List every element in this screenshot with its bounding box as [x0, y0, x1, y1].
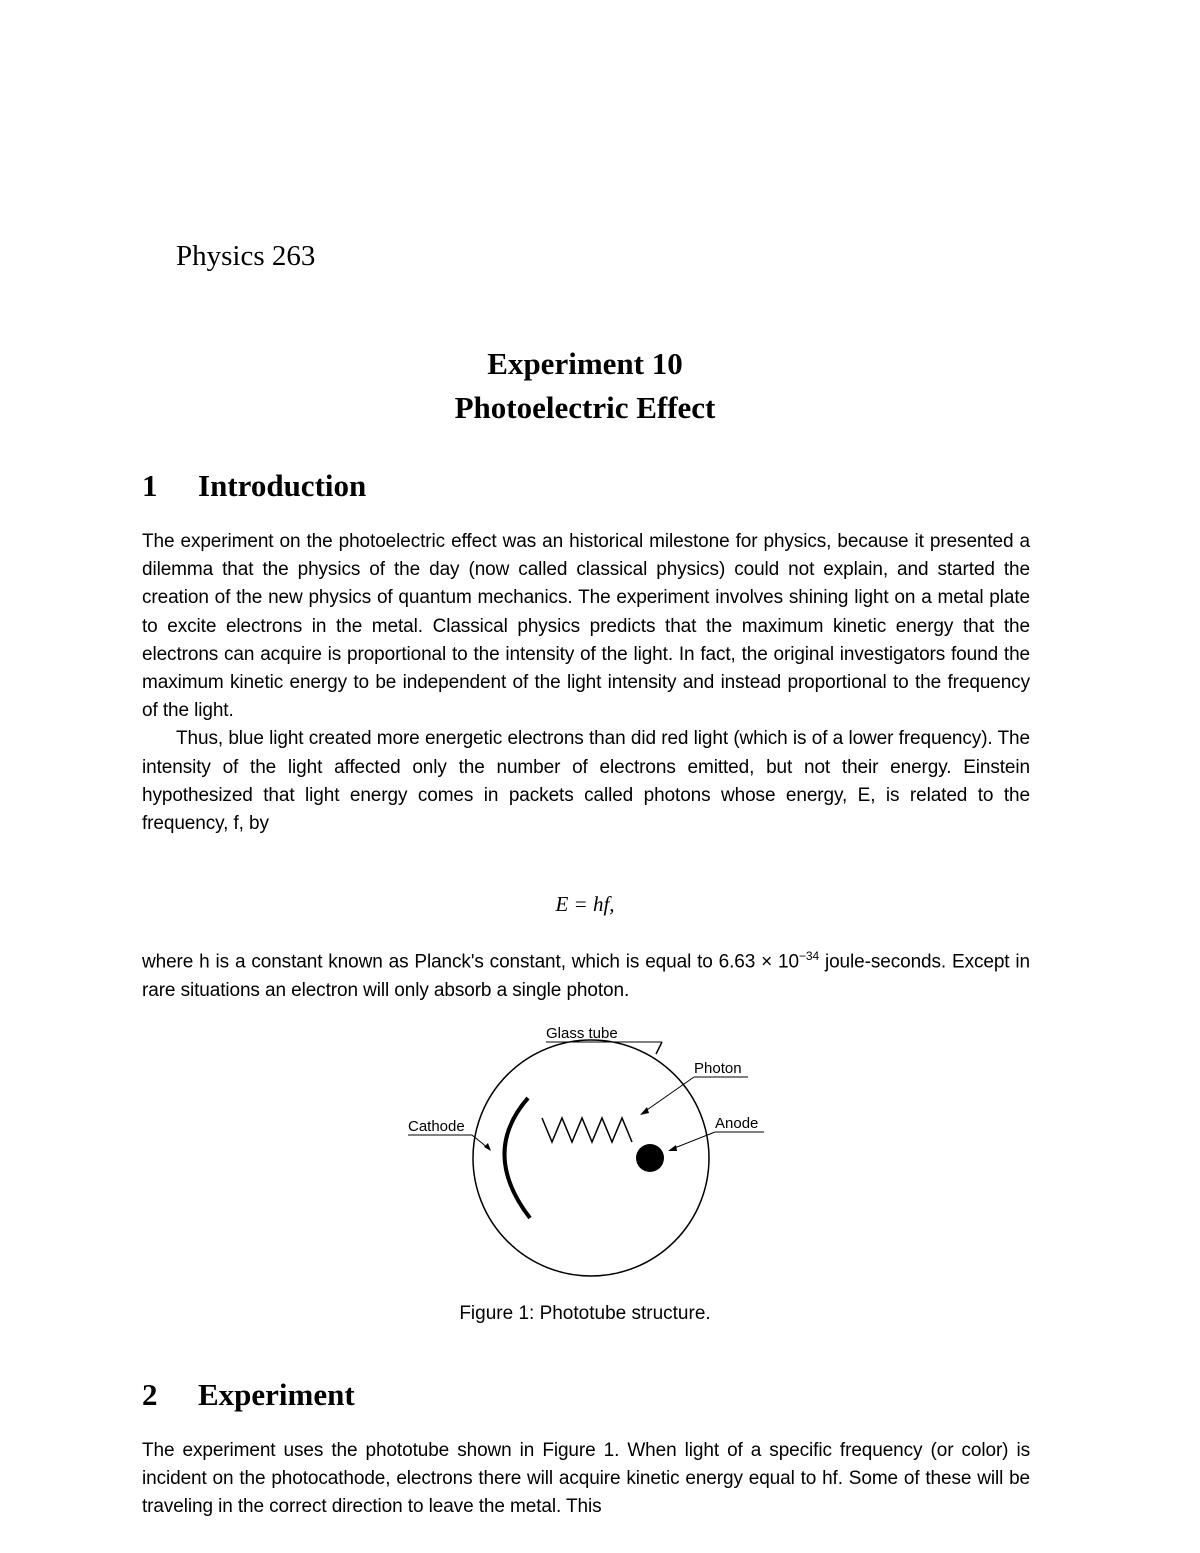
- section-number: 2: [142, 1377, 158, 1412]
- glass-tube-outline: [473, 1040, 709, 1276]
- glass-tube-label: Glass tube: [546, 1025, 618, 1042]
- arrowhead: [668, 1145, 677, 1151]
- cathode-plate: [504, 1098, 530, 1218]
- section-1-body-continued: [142, 942, 1030, 1005]
- exponent: −34: [799, 949, 820, 963]
- section-2-heading: [142, 1377, 355, 1413]
- leader-arrow: [656, 1042, 662, 1054]
- section-title: Introduction: [198, 468, 367, 503]
- arrowhead: [640, 1107, 649, 1115]
- section-1-body: [142, 528, 1030, 838]
- photon-label: Photon: [694, 1060, 742, 1077]
- figure-caption: Figure 1: Phototube structure.: [459, 1303, 711, 1324]
- photon-wave: [542, 1118, 632, 1142]
- anode-label: Anode: [715, 1115, 759, 1132]
- paragraph: The experiment uses the phototube shown in Figure 1. When light of a specific frequency (or color) is incident on the photocathode, electrons there will acquire kinetic energy equal to hf. Some of these will be traveling in the correct direction to leave the metal. This: [142, 1440, 1030, 1518]
- equation: E = hf,: [555, 892, 615, 916]
- phototube-diagram: [400, 1018, 780, 1283]
- paragraph: [142, 942, 1030, 1005]
- section-2-body: [142, 1437, 1030, 1522]
- leader-line: [644, 1077, 694, 1112]
- cathode-label: Cathode: [408, 1118, 465, 1135]
- paragraph: Thus, blue light created more energetic electrons than did red light (which is of a lower frequency). The intensity of the light affected only the number of electrons emitted, but not their energy. Einstein hypothesized that light energy comes in packets called photons whose energy, E, is related to the frequency, f, by: [142, 728, 1030, 835]
- experiment-number: Experiment 10: [487, 346, 683, 381]
- section-1-heading: [142, 468, 366, 504]
- section-title: Experiment: [198, 1377, 355, 1412]
- course-name: Physics 263: [176, 240, 316, 272]
- paragraph-text: joule-seconds. Except in rare situations an electron will only absorb a single photon.: [142, 951, 1030, 1001]
- arrowhead: [484, 1143, 491, 1151]
- experiment-title: Photoelectric Effect: [454, 390, 716, 425]
- anode-electrode: [636, 1144, 664, 1172]
- section-number: 1: [142, 468, 158, 503]
- paragraph-text: where h is a constant known as Planck's constant, which is equal to 6.63 × 10: [142, 951, 799, 973]
- paragraph: The experiment on the photoelectric effect was an historical milestone for physics, because it presented a dilemma that the physics of the day (now called classical physics) could not explain, and started the creation of the new physics of quantum mechanics. The experiment involves shining light on a metal plate to excite electrons in the metal. Classical physics predicts that the maximum kinetic energy that the electrons can acquire is proportional to the intensity of the light. In fact, the original investigators found the maximum kinetic energy to be independent of the light intensity and instead proportional to the frequency of the light.: [142, 531, 1030, 722]
